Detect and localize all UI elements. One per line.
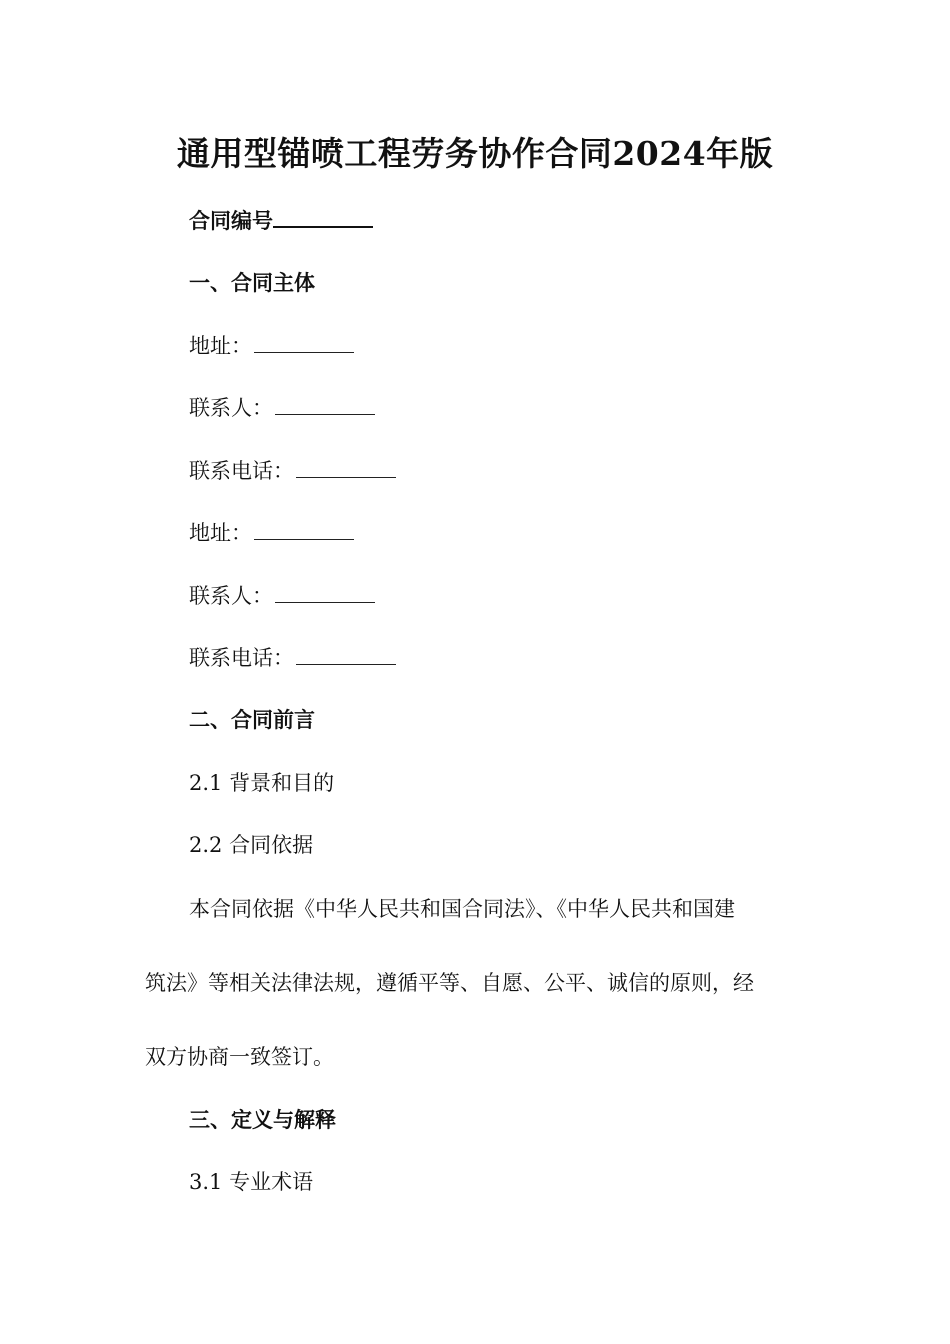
paragraph-line-2: 筑法》等相关法律法规，遵循平等、自愿、公平、诚信的原则，经 — [145, 971, 754, 995]
contract-number-label: 合同编号 — [189, 208, 273, 233]
party-b-phone-label: 联系电话： — [189, 646, 294, 670]
party-b-contact-line — [189, 581, 375, 611]
party-a-contact-line — [189, 393, 375, 423]
party-b-phone-blank[interactable] — [296, 644, 396, 665]
party-b-address-label: 地址： — [189, 521, 252, 545]
party-a-contact-blank[interactable] — [275, 394, 375, 415]
section3-item1: 3.1 专业术语 — [189, 1170, 314, 1194]
party-b-contact-label: 联系人： — [189, 584, 273, 608]
party-a-phone-blank[interactable] — [296, 457, 396, 478]
party-a-phone-line — [189, 456, 396, 486]
contract-number-line — [189, 206, 373, 236]
document-title: 通用型锚喷工程劳务协作合同2024年版 — [176, 134, 774, 173]
party-a-address-blank[interactable] — [254, 332, 354, 353]
section3-heading: 三、定义与解释 — [189, 1107, 336, 1132]
party-b-phone-line — [189, 643, 396, 673]
party-a-address-line — [189, 331, 354, 361]
section2-item1: 2.1 背景和目的 — [189, 771, 335, 795]
party-b-address-blank[interactable] — [254, 519, 354, 540]
party-a-address-label: 地址： — [189, 334, 252, 358]
party-b-contact-blank[interactable] — [275, 582, 375, 603]
paragraph-line-3: 双方协商一致签订。 — [145, 1045, 334, 1069]
party-a-phone-label: 联系电话： — [189, 459, 294, 483]
contract-number-blank[interactable] — [273, 206, 373, 228]
party-a-contact-label: 联系人： — [189, 396, 273, 420]
section2-heading: 二、合同前言 — [189, 707, 315, 732]
section1-heading: 一、合同主体 — [189, 270, 315, 295]
party-b-address-line — [189, 518, 354, 548]
paragraph-line-1: 本合同依据《中华人民共和国合同法》、《中华人民共和国建 — [189, 897, 735, 921]
section2-item2: 2.2 合同依据 — [189, 833, 314, 857]
